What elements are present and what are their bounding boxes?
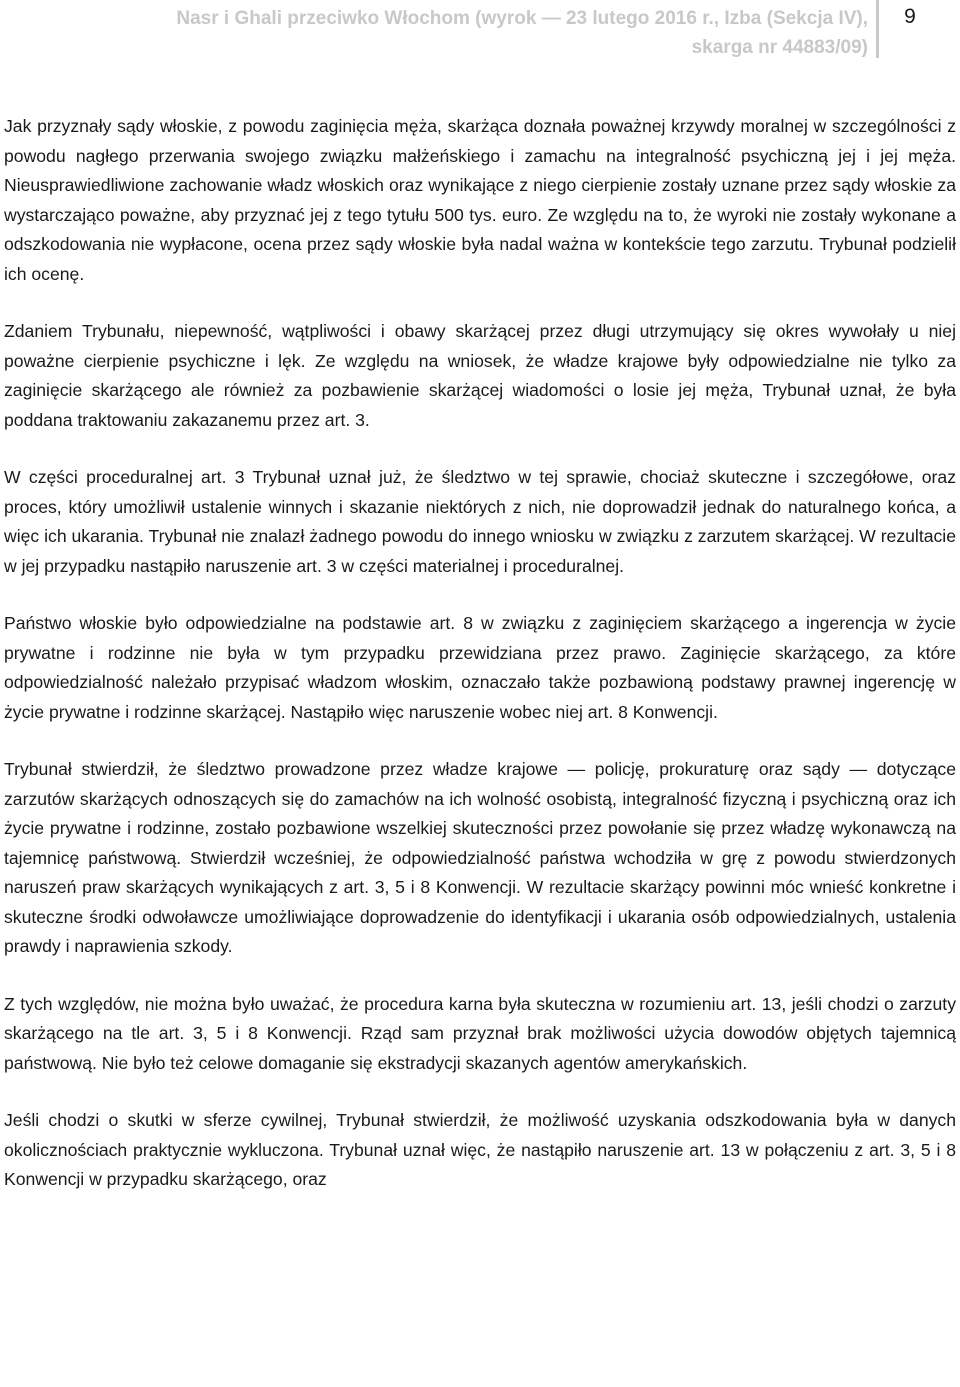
running-header-line-1: Nasr i Ghali przeciwko Włochom (wyrok — 23 lutego 2016 r., Izba (Sekcja IV), — [176, 8, 868, 29]
running-header-title — [176, 4, 868, 62]
paragraph-3: W części proceduralnej art. 3 Trybunał uznał już, że śledztwo w tej sprawie, chociaż skuteczne i szczegółowe, oraz proces, który umożliwił ustalenie winnych i skazanie niektórych z nich, nie doprowadził jednak do naturalnego końca, a więc ich ukarania. Trybunał nie znalazł żadnego powodu do innego wniosku w związku z zarzutem skarżącej. W rezultacie w jej przypadku nastąpiło naruszenie art. 3 w części materialnej i proceduralnej. — [4, 467, 956, 576]
page-header — [0, 0, 960, 70]
paragraph-4: Państwo włoskie było odpowiedzialne na podstawie art. 8 w związku z zaginięciem skarżącego a ingerencja w życie prywatne i rodzinne nie była w tym przypadku przewidziana przez prawo. Zaginięcie skarżącego, za które odpowiedzialność należało przypisać władzom włoskim, oznaczało także pozbawioną podstawy prawnej ingerencję w życie prywatne i rodzinne skarżącej. Nastąpiło więc naruszenie wobec niej art. 8 Konwencji. — [4, 613, 956, 722]
paragraph-7: Jeśli chodzi o skutki w sferze cywilnej, Trybunał stwierdził, że możliwość uzyskania odszkodowania była w danych okolicznościach praktycznie wykluczona. Trybunał uznał więc, że nastąpiło naruszenie art. 13 w połączeniu z art. 3, 5 i 8 Konwencji w przypadku skarżącego, oraz — [4, 1110, 956, 1189]
paragraph-5: Trybunał stwierdził, że śledztwo prowadzone przez władze krajowe — policję, prokuraturę oraz sądy — dotyczące zarzutów skarżących odnoszących się do zamachów na ich wolność osobistą, integralność fizyczną i psychiczną oraz ich życie prywatne i rodzinne, zostało pozbawione wszelkiej skuteczności przez powołanie się przez władzę wykonawczą na tajemnicę państwową. Stwierdził wcześniej, że odpowiedzialność państwa wchodziła w grę z powodu stwierdzonych naruszeń praw skarżących wynikających z art. 3, 5 i 8 Konwencji. W rezultacie skarżący powinni móc wnieść konkretne i skuteczne środki odwoławcze umożliwiające doprowadzenie do identyfikacji i ukarania osób odpowiedzialnych, ustalenia prawdy i naprawienia szkody. — [4, 759, 956, 956]
document-body — [4, 112, 956, 1223]
paragraph-6: Z tych względów, nie można było uważać, że procedura karna była skuteczna w rozumieniu art. 13, jeśli chodzi o zarzuty skarżącego na tle art. 3, 5 i 8 Konwencji. Rząd sam przyznał brak możliwości użycia dowodów objętych tajemnicą państwową. Nie było też celowe domaganie się ekstradycji skazanych agentów amerykańskich. — [4, 993, 956, 1073]
page-number: 9 — [904, 5, 916, 28]
running-header-line-2: skarga nr 44883/09) — [691, 37, 868, 58]
paragraph-1: Jak przyznały sądy włoskie, z powodu zaginięcia męża, skarżąca doznała poważnej krzywdy moralnej w szczególności z powodu nagłego przerwania swojego związku małżeńskiego i zamachu na integralność psychiczną jej i jej męża. Nieusprawiedliwione zachowanie władz włoskich oraz wynikające z niego cierpienie zostały uznane przez sądy włoskie za wystarczająco poważne, aby przyznać jej z tego tytułu 500 tys. euro. Ze względu na to, że wyroki nie zostały wykonane a odszkodowania nie wypłacone, ocena przez sądy włoskie była nadal ważna w kontekście tego zarzutu. Trybunał podzielił ich ocenę. — [4, 116, 956, 284]
paragraph-2: Zdaniem Trybunału, niepewność, wątpliwości i obawy skarżącej przez długi utrzymujący się okres wywołały u niej poważne cierpienie psychiczne i lęk. Ze względu na wniosek, że władze krajowe były odpowiedzialne nie tylko za zaginięcie skarżącego ale również za pozbawienie skarżącej wiadomości o losie jej męża, Trybunał uznał, że była poddana traktowaniu zakazanemu przez art. 3. — [4, 321, 956, 430]
header-divider — [876, 0, 879, 58]
